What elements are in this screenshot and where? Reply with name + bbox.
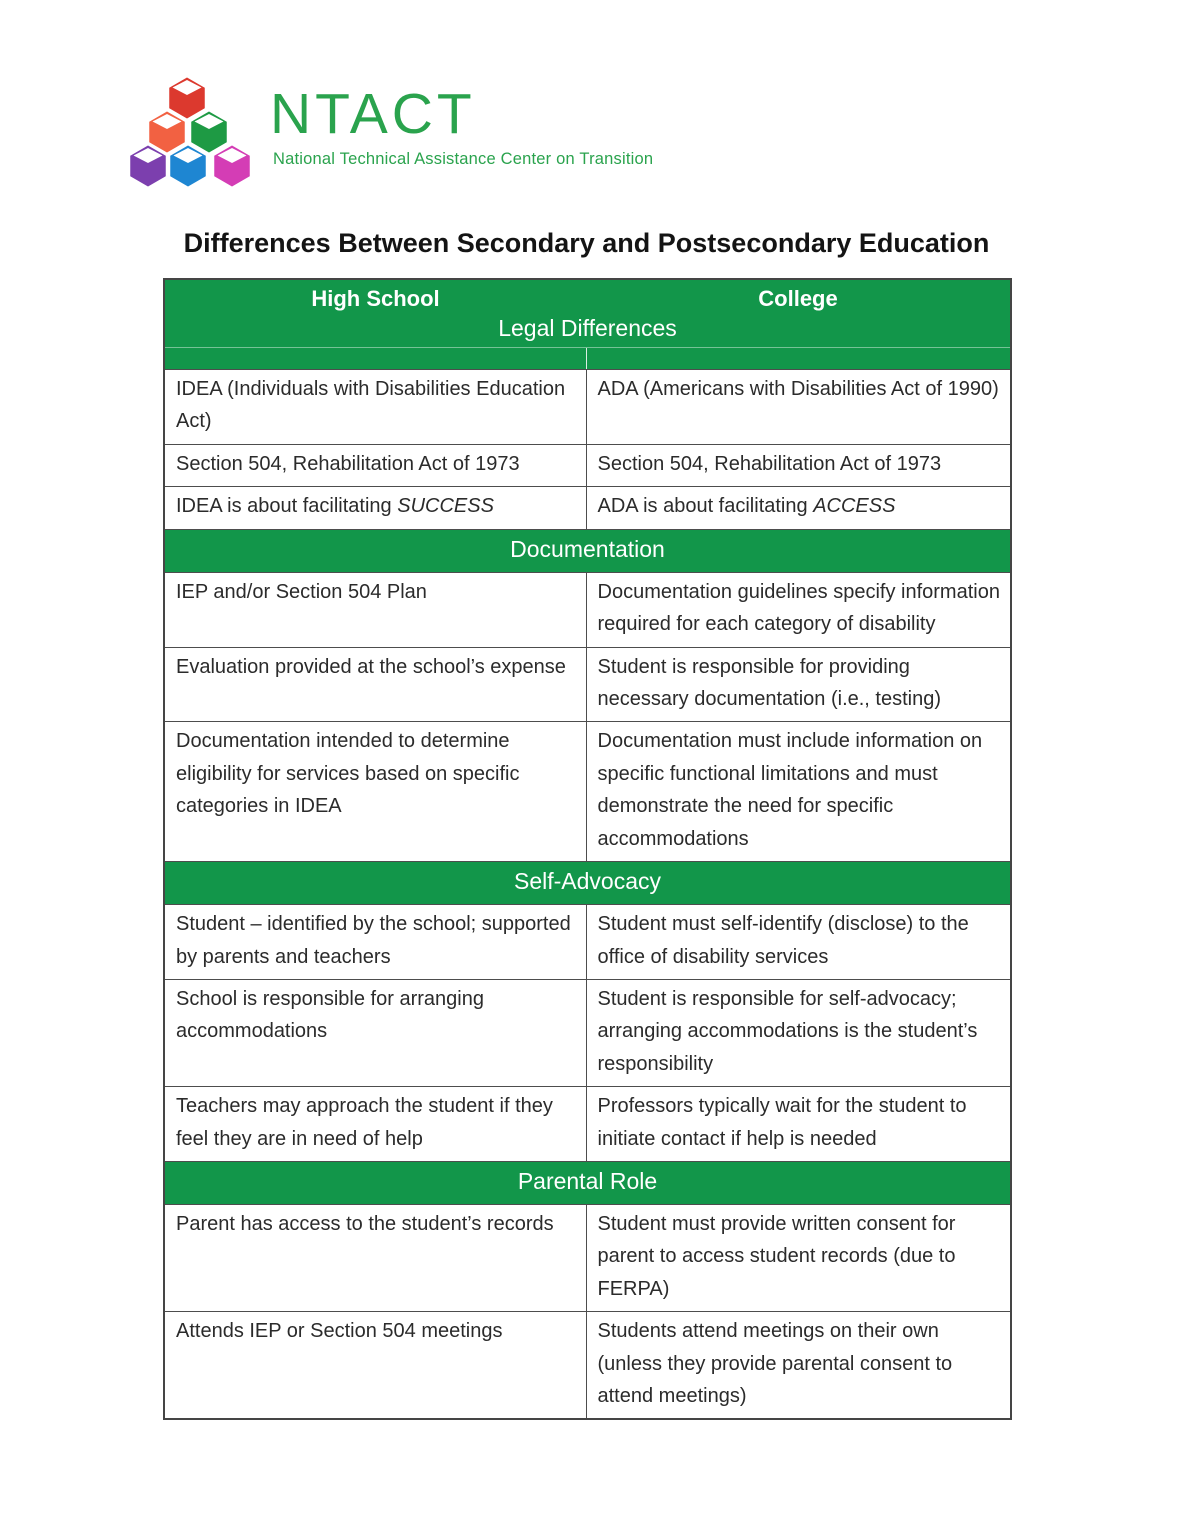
- cell-college: [586, 572, 1011, 647]
- comparison-table: [163, 278, 1012, 1420]
- cell-college: [586, 1312, 1011, 1420]
- cell-text: ADA (Americans with Disabilities Act of 1990): [597, 378, 999, 401]
- cell-college: [586, 1205, 1011, 1312]
- cell-text: ADA is about facilitating: [597, 495, 814, 518]
- table-row: [164, 370, 1011, 445]
- logo-wordmark: NTACT: [270, 82, 476, 146]
- cell-text: Section 504, Rehabilitation Act of 1973: [597, 452, 942, 475]
- cell-high-school: [164, 370, 586, 445]
- cell-high-school: [164, 487, 586, 529]
- cell-text: IDEA (Individuals with Disabilities Education Act): [176, 378, 566, 433]
- table-row: [164, 1312, 1011, 1420]
- header-spacer-row: [164, 348, 1011, 370]
- table-row: [164, 487, 1011, 529]
- table-row: [164, 647, 1011, 722]
- cell-college: [586, 1087, 1011, 1162]
- letterhead: [0, 0, 1187, 194]
- cell-high-school: [164, 1087, 586, 1162]
- cell-high-school: [164, 1205, 586, 1312]
- cell-high-school: [164, 572, 586, 647]
- section-header-row: [164, 1161, 1011, 1204]
- logo-tagline: National Technical Assistance Center on Transition: [273, 150, 654, 168]
- section-header-row: [164, 529, 1011, 572]
- cell-text: Student must self-identify (disclose) to the office of disability services: [597, 913, 969, 968]
- cell-text: Student must provide written consent for parent to access student records (due to FERPA): [597, 1213, 956, 1300]
- cell-text: Documentation must include information on specific functional limitations and must demonstrate the need for specific accommodations: [597, 730, 983, 850]
- logo-cube: [169, 144, 207, 188]
- cell-text: Documentation guidelines specify information required for each category of disability: [597, 580, 1000, 636]
- logo-cube: [129, 144, 167, 188]
- table-row: [164, 722, 1011, 862]
- cell-text: Documentation intended to determine eligibility for services based on specific categories in IDEA: [176, 730, 520, 818]
- page-title: Differences Between Secondary and Postsecondary Education: [183, 228, 990, 258]
- section-header-row: [164, 861, 1011, 904]
- cell-text: Student is responsible for self-advocacy; arranging accommodations is the student’s responsibility: [597, 987, 978, 1075]
- cell-college: [586, 487, 1011, 529]
- cell-text: Student is responsible for providing necessary documentation (i.e., testing): [597, 655, 942, 711]
- column-header-college: College: [586, 279, 1011, 315]
- cell-college: [586, 647, 1011, 722]
- column-header-high-school: High School: [164, 279, 586, 315]
- cell-text: Student – identified by the school; supported by parents and teachers: [176, 913, 571, 968]
- cell-text: Attends IEP or Section 504 meetings: [176, 1320, 503, 1343]
- cell-high-school: [164, 722, 586, 862]
- table-row: [164, 979, 1011, 1086]
- italic-term: SUCCESS: [397, 495, 494, 518]
- cell-text: IEP and/or Section 504 Plan: [176, 580, 427, 603]
- table-body: [164, 370, 1011, 1420]
- italic-term: ACCESS: [813, 495, 896, 518]
- cell-high-school: [164, 647, 586, 722]
- cell-high-school: [164, 1312, 586, 1420]
- cell-text: Parent has access to the student’s records: [176, 1213, 554, 1236]
- table-row: [164, 444, 1011, 486]
- table-header: [164, 279, 1011, 370]
- section-title: Parental Role: [164, 1161, 1011, 1204]
- cell-text: Teachers may approach the student if they feel they are in need of help: [176, 1095, 553, 1150]
- spacer-cell: [586, 348, 1011, 370]
- column-header-row: [164, 279, 1011, 315]
- logo-cube: [213, 144, 251, 188]
- cell-text: School is responsible for arranging accommodations: [176, 987, 484, 1043]
- cell-text: Section 504, Rehabilitation Act of 1973: [176, 452, 520, 475]
- cell-text: IDEA is about facilitating: [176, 495, 398, 518]
- cell-text: Professors typically wait for the student to initiate contact if help is needed: [597, 1095, 967, 1150]
- cell-high-school: [164, 444, 586, 486]
- cell-text: Evaluation provided at the school’s expense: [176, 655, 566, 678]
- table-row: [164, 1205, 1011, 1312]
- section-title: Documentation: [164, 529, 1011, 572]
- ntact-cubes-icon: [127, 73, 253, 191]
- cell-high-school: [164, 979, 586, 1086]
- cell-college: [586, 905, 1011, 980]
- cell-college: [586, 444, 1011, 486]
- section-title: Self-Advocacy: [164, 861, 1011, 904]
- table-row: [164, 905, 1011, 980]
- section-title: Legal Differences: [164, 315, 1011, 348]
- cell-text: Students attend meetings on their own (unless they provide parental consent to attend meetings): [597, 1320, 953, 1408]
- section-header-row: [164, 315, 1011, 348]
- table-row: [164, 572, 1011, 647]
- spacer-cell: [164, 348, 586, 370]
- cell-high-school: [164, 905, 586, 980]
- cell-college: [586, 979, 1011, 1086]
- cell-college: [586, 722, 1011, 862]
- cell-college: [586, 370, 1011, 445]
- table-row: [164, 1087, 1011, 1162]
